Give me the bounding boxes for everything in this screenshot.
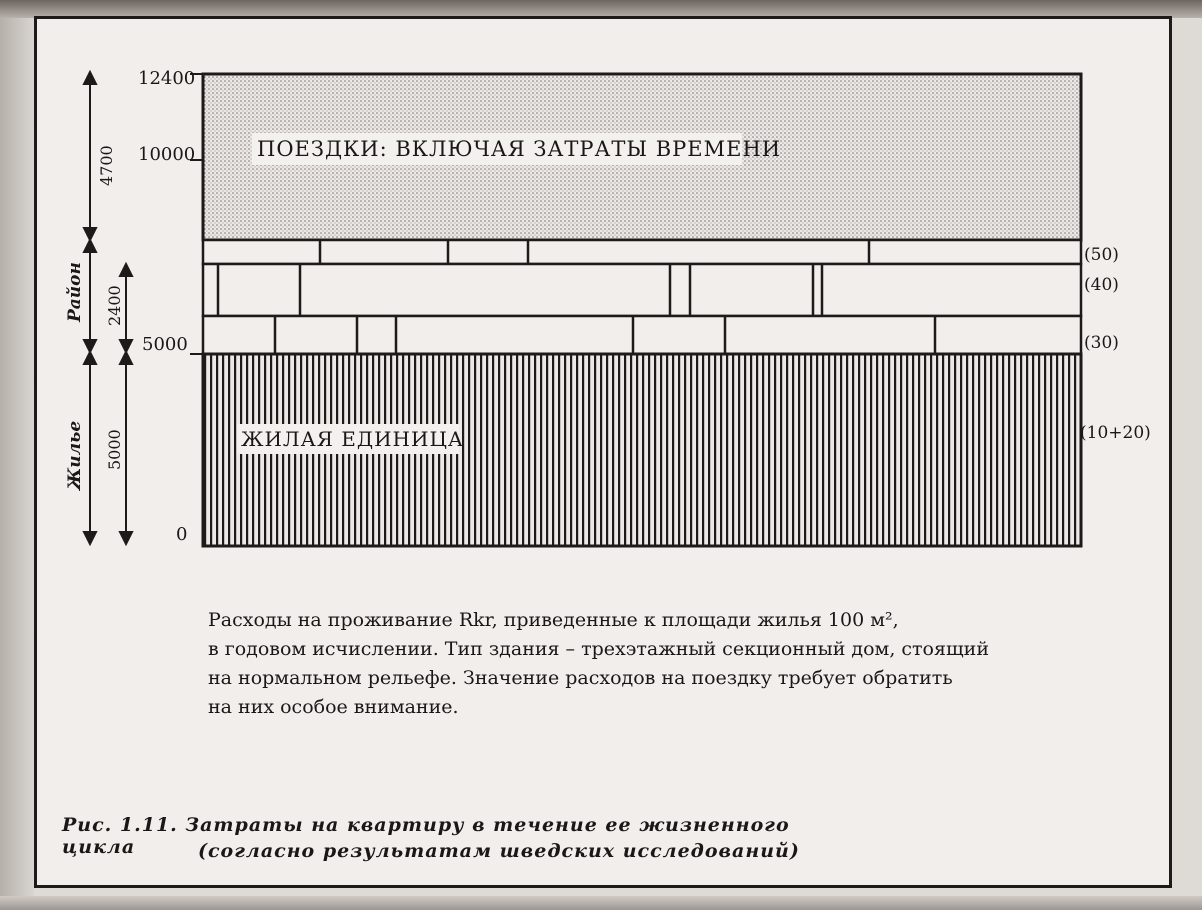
- y-tick-5000: 5000: [142, 334, 188, 355]
- y-tick-10000: 10000: [138, 144, 196, 165]
- row-code-30: (30): [1084, 333, 1119, 353]
- figure-subtitle: (согласно результатам шведских исследований): [198, 840, 800, 862]
- y-tick-12400: 12400: [138, 68, 196, 89]
- y-tick-0: 0: [176, 524, 188, 545]
- row-40: [203, 264, 1081, 316]
- row-code-50: (50): [1084, 245, 1119, 265]
- zone-housing-label: ЖИЛАЯ ЕДИНИЦА: [241, 427, 465, 451]
- dim-housing-value: 5000: [105, 429, 124, 470]
- caption-line-4: на них особое внимание.: [208, 696, 459, 718]
- row-50: [203, 240, 1081, 264]
- figure-title-text: Затраты на квартиру в течение ее жизненного цикла: [62, 814, 790, 858]
- scan-bottom-edge: [0, 896, 1202, 910]
- dim-district-value: 2400: [105, 285, 124, 326]
- row-30: [203, 316, 1081, 354]
- figure-caption: [208, 606, 1108, 722]
- dim-housing-label: Жилье: [65, 420, 85, 490]
- caption-line-3: на нормальном рельефе. Значение расходов на поездку требует обратить: [208, 667, 953, 689]
- y-axis: [190, 74, 203, 354]
- dimension-arrows-outer: [84, 72, 96, 544]
- caption-line-1: Расходы на проживание Rkr, приведенные к площади жилья 100 м²,: [208, 609, 899, 631]
- zone-trips-label: ПОЕЗДКИ: ВКЛЮЧАЯ ЗАТРАТЫ ВРЕМЕНИ: [257, 137, 782, 161]
- dim-trips-value: 4700: [97, 145, 116, 186]
- figure-number: Рис. 1.11.: [62, 814, 178, 836]
- row-code-10-20: (10+20): [1080, 423, 1151, 443]
- caption-line-2: в годовом исчислении. Тип здания – трехэтажный секционный дом, стоящий: [208, 638, 989, 660]
- dim-district-label: Район: [65, 262, 85, 322]
- row-code-40: (40): [1084, 275, 1119, 295]
